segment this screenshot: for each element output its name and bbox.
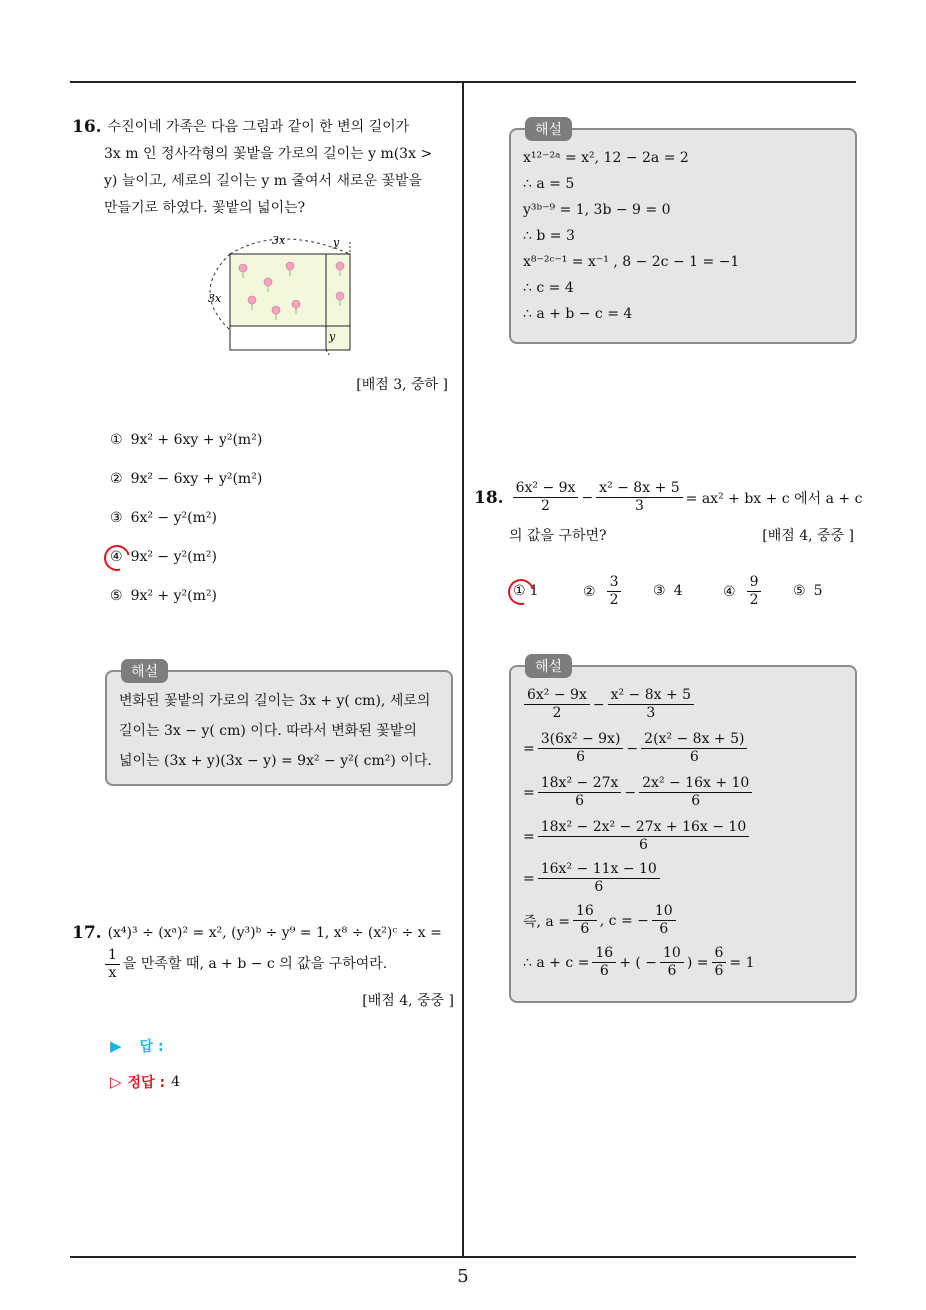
explanation-box-16	[105, 664, 453, 786]
explanation-box-18	[509, 659, 857, 1003]
selected-answer-mark	[503, 574, 539, 610]
flower-garden-figure	[200, 232, 370, 358]
question-line: 만들기로 하였다. 꽃밭의 넓이는?	[104, 200, 306, 216]
choice-3[interactable]: ③ 4	[653, 583, 683, 599]
explanation-step: = $\frac{\text{18x² − 2x² − 27x + 16x − 10}}{6}$	[523, 819, 752, 854]
choice-1[interactable]: ① 9x² + 6xy + y²(m²)	[110, 432, 263, 448]
explanation-tag: 해설	[525, 117, 572, 141]
question-number: 16.	[72, 117, 102, 137]
minus-sign: −	[581, 489, 594, 506]
svg-text:y: y	[333, 236, 340, 249]
question-line: 3x m 인 정사각형의 꽃밭을 가로의 길이는 y m(3x >	[104, 146, 433, 162]
column-divider	[462, 83, 464, 1256]
correct-answer-value: 4	[171, 1074, 180, 1090]
explanation-line: 변화된 꽃밭의 가로의 길이는 3x + y( cm), 세로의	[119, 693, 431, 709]
explanation-line: ∴ c = 4	[523, 280, 574, 296]
answer-row	[110, 1036, 164, 1056]
choice-2[interactable]: ② 9x² − 6xy + y²(m²)	[110, 471, 263, 487]
question-17	[72, 920, 456, 982]
question-line: 의 값을 구하면?	[509, 528, 607, 544]
choice-5[interactable]: ⑤ 5	[793, 583, 823, 599]
svg-text:3x: 3x	[272, 234, 286, 247]
explanation-step: = $\frac{\text{18x² − 27x}}{6}$ − $\frac{\text{2x² − 16x + 10}}{6}$	[523, 775, 755, 810]
correct-answer-label: 정답 :	[127, 1075, 166, 1091]
fraction: $\frac{\text{x² − 8x + 5}}{3}$	[596, 480, 682, 515]
choice-4[interactable]: ④ $\frac{9}{2}$	[723, 574, 764, 609]
question-line: 을 만족할 때, a + b − c 의 값을 구하여라.	[122, 956, 388, 972]
score-label: [배점 3, 중하 ]	[356, 377, 448, 393]
question-line: 수진이네 가족은 다음 그림과 같이 한 변의 길이가	[107, 119, 410, 135]
choice-2[interactable]: ② $\frac{3}{2}$	[583, 574, 624, 609]
fraction: $\frac{\text{6x² − 9x}}{2}$	[513, 480, 579, 515]
selected-answer-mark	[99, 540, 135, 576]
fraction: $\frac{1}{x}$	[105, 947, 120, 982]
choice-4[interactable]: ④ 9x² − y²(m²)	[110, 549, 217, 565]
question-line: y) 늘이고, 세로의 길이는 y m 줄여서 새로운 꽃밭을	[104, 173, 423, 189]
question-number: 18.	[474, 487, 504, 508]
play-arrow-icon: ▶	[110, 1037, 122, 1055]
answer-label: 답 :	[139, 1039, 164, 1055]
question-line: = ax² + bx + c 에서 a + c	[685, 490, 863, 507]
explanation-line: x⁸⁻²ᶜ⁻¹ = x⁻¹ , 8 − 2c − 1 = −1	[523, 254, 740, 270]
correct-answer-row	[110, 1072, 180, 1092]
score-label: [배점 4, 중중 ]	[762, 528, 854, 544]
explanation-step: = $\frac{\text{3(6x² − 9x)}}{6}$ − $\frac{\text{2(x² − 8x + 5)}}{6}$	[523, 731, 750, 766]
explanation-line: 길이는 3x − y( cm) 이다. 따라서 변화된 꽃밭의	[119, 723, 417, 739]
bottom-rule	[70, 1256, 856, 1258]
explanation-step: ∴ a + c = $\frac{16}{6}$ + ( − $\frac{10}{6}$ ) = $\frac{6}{6}$ = 1	[523, 945, 755, 979]
choice-3[interactable]: ③ 6x² − y²(m²)	[110, 510, 217, 526]
score-label: [배점 4, 중중 ]	[362, 993, 454, 1009]
outline-arrow-icon: ▷	[110, 1073, 122, 1091]
choice-1[interactable]: ① 1	[513, 583, 539, 599]
question-number: 17.	[72, 923, 102, 943]
explanation-line: ∴ b = 3	[523, 228, 575, 244]
explanation-step: $\frac{\text{6x² − 9x}}{2}$ − $\frac{\text{x² − 8x + 5}}{3}$	[521, 687, 697, 722]
page-number: 5	[457, 1266, 469, 1287]
explanation-tag: 해설	[525, 654, 572, 678]
question-16	[72, 114, 462, 222]
question-line: (x⁴)³ ÷ (xᵃ)² = x², (y³)ᵇ ÷ y⁹ = 1, x⁸ ÷ (x²)ᶜ ÷ x =	[107, 925, 442, 941]
explanation-step: 즉, a = $\frac{16}{6}$ , c = − $\frac{10}{6}$	[523, 903, 679, 938]
explanation-line: ∴ a + b − c = 4	[523, 306, 633, 322]
svg-text:y: y	[329, 330, 336, 343]
svg-text:3x: 3x	[208, 292, 222, 305]
explanation-box-17	[509, 122, 857, 344]
explanation-step: = $\frac{\text{16x² − 11x − 10}}{6}$	[523, 861, 663, 896]
explanation-line: ∴ a = 5	[523, 176, 575, 192]
question-18	[474, 480, 864, 515]
explanation-tag: 해설	[121, 659, 168, 683]
explanation-line: y³ᵇ⁻⁹ = 1, 3b − 9 = 0	[523, 202, 671, 218]
explanation-line: 넓이는 (3x + y)(3x − y) = 9x² − y²( cm²) 이다.	[119, 753, 432, 769]
choice-5[interactable]: ⑤ 9x² + y²(m²)	[110, 588, 217, 604]
explanation-line: x¹²⁻²ᵃ = x², 12 − 2a = 2	[523, 150, 689, 166]
